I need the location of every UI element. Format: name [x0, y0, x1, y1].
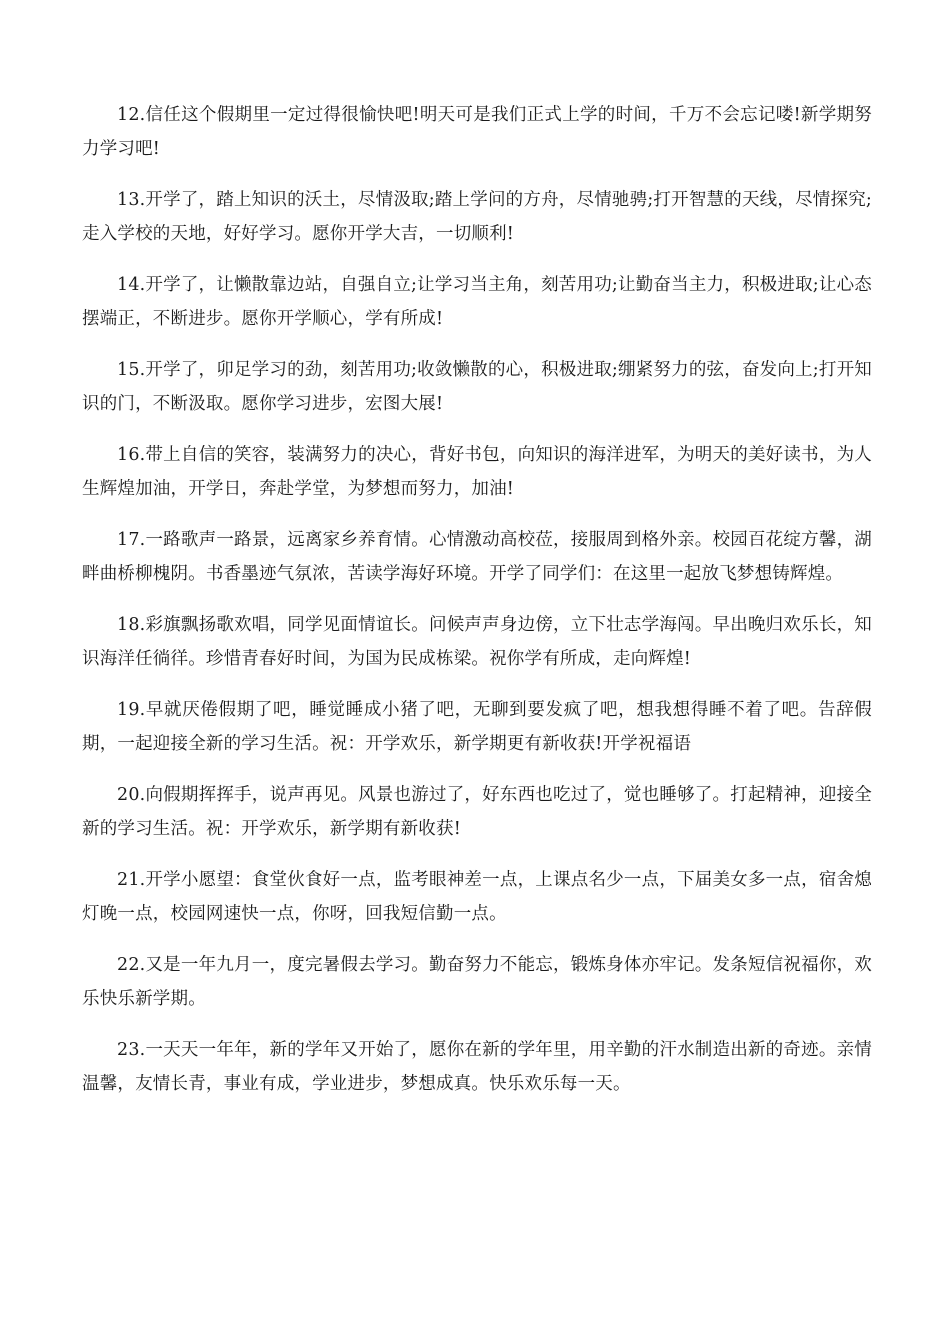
- paragraph-13: 13.开学了，踏上知识的沃土，尽情汲取;踏上学问的方舟，尽情驰骋;打开智慧的天线，尽情探究;走入学校的天地，好好学习。愿你开学大吉，一切顺利!: [82, 190, 872, 244]
- paragraph-23: 23.一天天一年年，新的学年又开始了，愿你在新的学年里，用辛勤的汗水制造出新的奇迹。亲情温馨，友情长青，事业有成，学业进步，梦想成真。快乐欢乐每一天。: [82, 1040, 872, 1094]
- paragraph-12: 12.信任这个假期里一定过得很愉快吧!明天可是我们正式上学的时间，千万不会忘记喽!新学期努力学习吧!: [82, 105, 872, 159]
- paragraph-22: 22.又是一年九月一，度完暑假去学习。勤奋努力不能忘，锻炼身体亦牢记。发条短信祝福你，欢乐快乐新学期。: [82, 955, 872, 1009]
- paragraph-21: 21.开学小愿望：食堂伙食好一点，监考眼神差一点，上课点名少一点，下届美女多一点，宿舍熄灯晚一点，校园网速快一点，你呀，回我短信勤一点。: [82, 870, 872, 924]
- paragraph-16: 16.带上自信的笑容，装满努力的决心，背好书包，向知识的海洋进军，为明天的美好读书，为人生辉煌加油，开学日，奔赴学堂，为梦想而努力，加油!: [82, 445, 872, 499]
- paragraph-15: 15.开学了，卯足学习的劲，刻苦用功;收敛懒散的心，积极进取;绷紧努力的弦，奋发向上;打开知识的门，不断汲取。愿你学习进步，宏图大展!: [82, 360, 872, 414]
- paragraph-17: 17.一路歌声一路景，远离家乡养育情。心情激动高校莅，接服周到格外亲。校园百花绽方馨，湖畔曲桥柳槐阴。书香墨迹气氛浓，苦读学海好环境。开学了同学们：在这里一起放飞梦想铸辉煌。: [82, 530, 872, 584]
- paragraph-18: 18.彩旗飘扬歌欢唱，同学见面情谊长。问候声声身边傍，立下壮志学海闯。早出晚归欢乐长，知识海洋任徜徉。珍惜青春好时间，为国为民成栋梁。祝你学有所成，走向辉煌!: [82, 615, 872, 669]
- paragraph-20: 20.向假期挥挥手，说声再见。风景也游过了，好东西也吃过了，觉也睡够了。打起精神，迎接全新的学习生活。祝：开学欢乐，新学期有新收获!: [82, 785, 872, 839]
- paragraph-19: 19.早就厌倦假期了吧，睡觉睡成小猪了吧，无聊到要发疯了吧，想我想得睡不着了吧。告辞假期，一起迎接全新的学习生活。祝：开学欢乐，新学期更有新收获!开学祝福语: [82, 700, 872, 754]
- paragraph-14: 14.开学了，让懒散靠边站，自强自立;让学习当主角，刻苦用功;让勤奋当主力，积极进取;让心态摆端正，不断进步。愿你开学顺心，学有所成!: [82, 275, 872, 329]
- document-body: [82, 98, 872, 1118]
